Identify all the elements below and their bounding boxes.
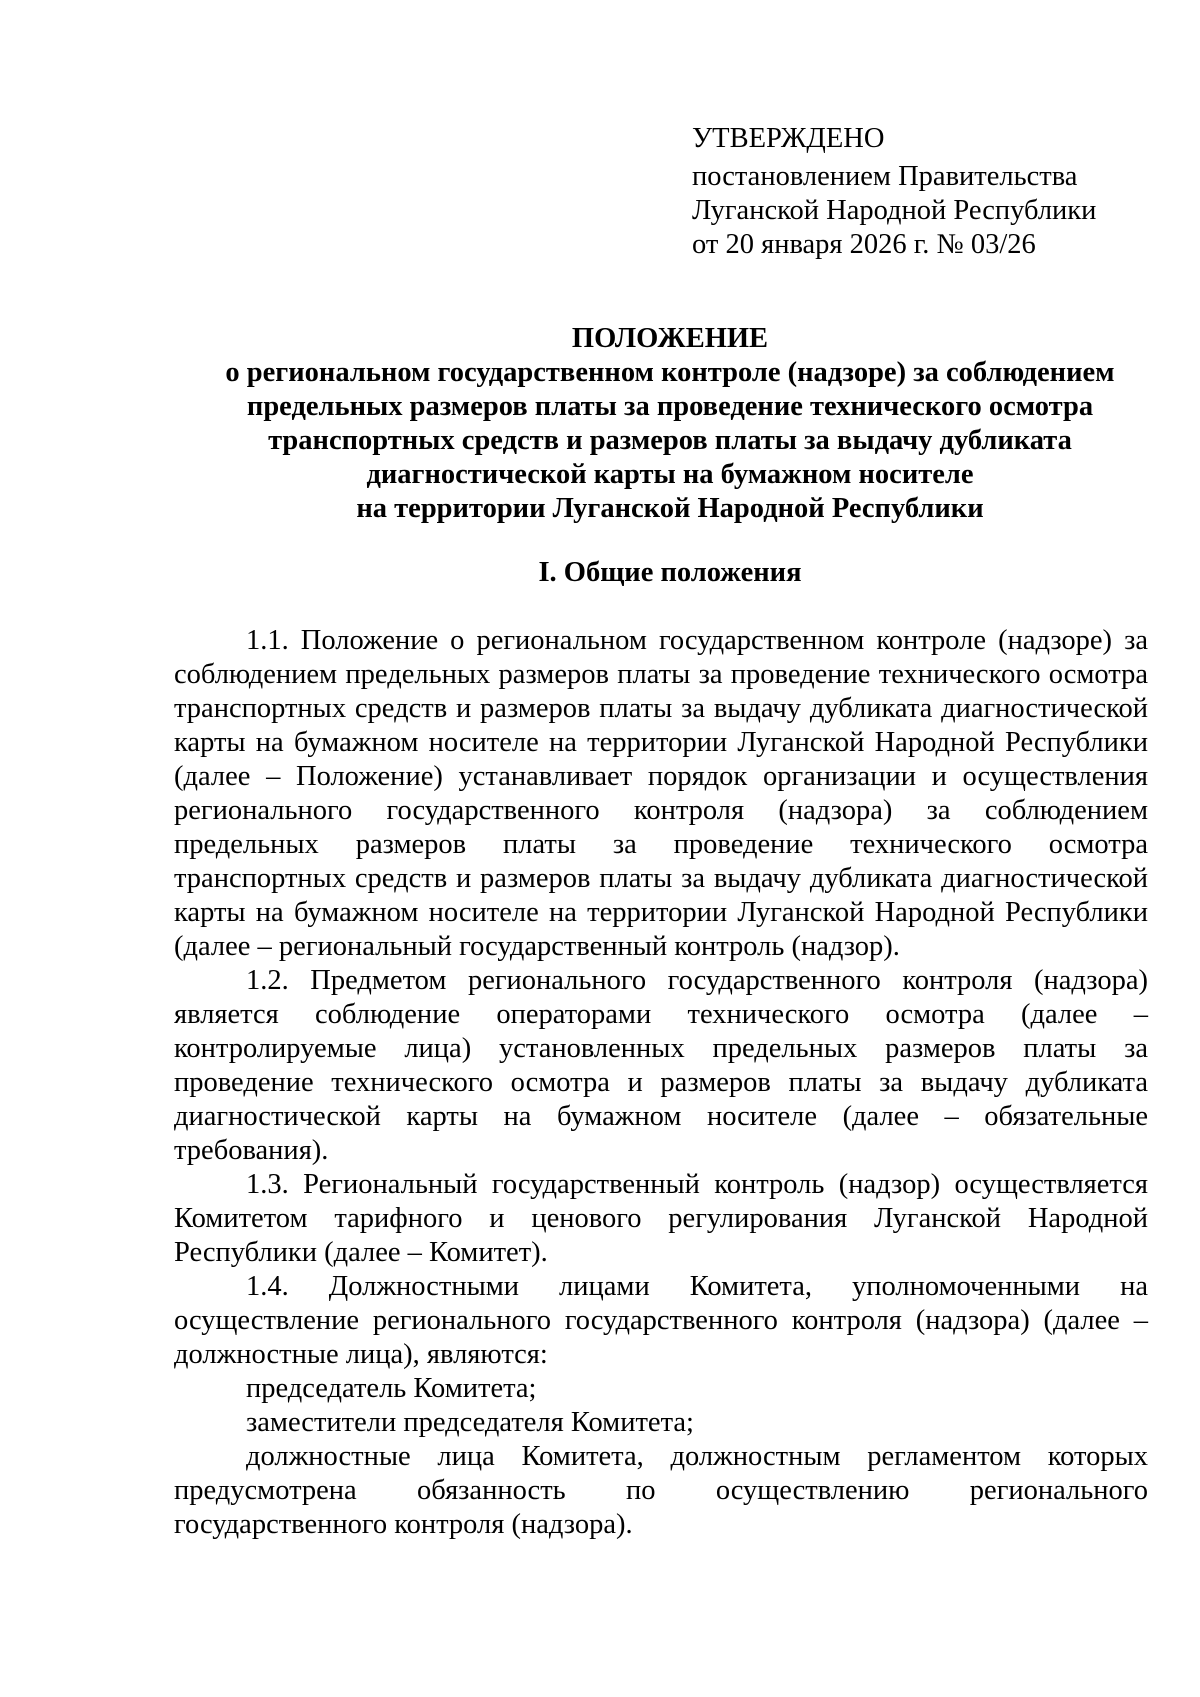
section-heading: I. Общие положения xyxy=(538,557,802,588)
title-main: ПОЛОЖЕНИЕ xyxy=(571,323,769,354)
list-item: заместители председателя Комитета; xyxy=(246,1407,694,1438)
approval-line: Луганской Народной Республики xyxy=(692,195,1097,226)
title-subline: транспортных средств и размеров платы за выдачу дубликата xyxy=(268,425,1072,456)
document-title xyxy=(140,322,1200,526)
paragraph-1-4: 1.4. Должностными лицами Комитета, уполномоченными на осуществление регионального государственного контроля (надзора) (далее – должностные лица), являются: xyxy=(174,1271,1148,1370)
title-subline: о региональном государственном контроле (надзоре) за соблюдением xyxy=(225,357,1115,388)
title-subline: на территории Луганской Народной Республики xyxy=(356,493,984,524)
paragraph-1-1: 1.1. Положение о региональном государственном контроле (надзоре) за соблюдением предельных размеров платы за проведение технического осмотра транспортных средств и размеров платы за выдачу дубликата диагностической карты на бумажном носителе на территории Луганской Народной Республики (далее – Положение) устанавливает порядок организации и осуществления регионального государственного контроля (надзора) за соблюдением предельных размеров платы за проведение технического осмотра транспортных средств и размеров платы за выдачу дубликата диагностической карты на бумажном носителе на территории Луганской Народной Республики (далее – региональный государственный контроль (надзор). xyxy=(174,625,1148,962)
list-item: председатель Комитета; xyxy=(246,1373,537,1404)
paragraph-1-4-end: должностные лица Комитета, должностным регламентом которых предусмотрена обязанность по осуществлению регионального государственного контроля (надзора). xyxy=(174,1441,1148,1540)
title-subline: предельных размеров платы за проведение технического осмотра xyxy=(246,391,1094,422)
approval-line: постановлением Правительства xyxy=(692,161,1078,192)
approval-stamp xyxy=(692,122,1162,262)
document-body xyxy=(174,624,1148,1542)
approval-heading: УТВЕРЖДЕНО xyxy=(692,123,885,154)
paragraph-1-2: 1.2. Предметом регионального государственного контроля (надзора) является соблюдение операторами технического осмотра (далее – контролируемые лица) установленных предельных размеров платы за проведение технического осмотра и размеров платы за выдачу дубликата диагностической карты на бумажном носителе (далее – обязательные требования). xyxy=(174,965,1148,1166)
paragraph-1-3: 1.3. Региональный государственный контроль (надзор) осуществляется Комитетом тарифного и ценового регулирования Луганской Народной Республики (далее – Комитет). xyxy=(174,1169,1148,1268)
approval-date: от 20 января 2026 г. № 03/26 xyxy=(692,229,1036,260)
title-subline: диагностической карты на бумажном носителе xyxy=(366,459,974,490)
